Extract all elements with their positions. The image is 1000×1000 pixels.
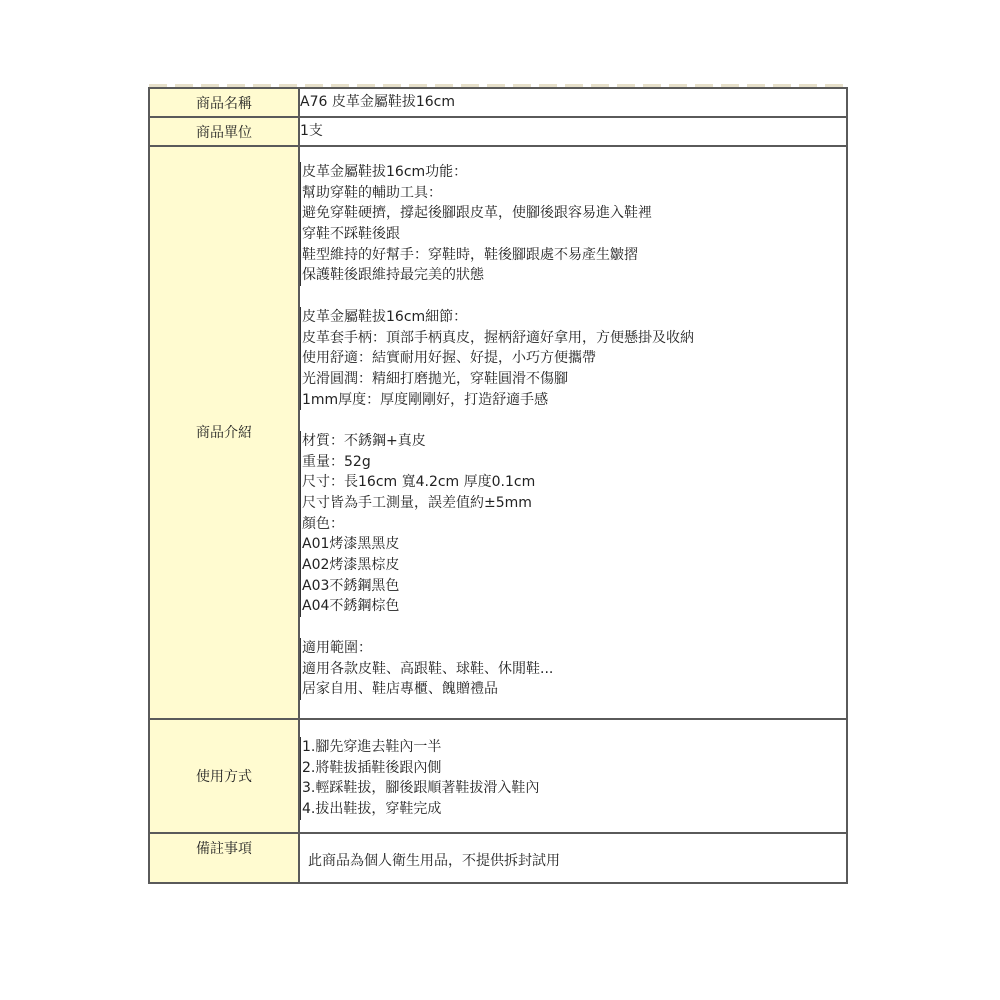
usage-step: 2.將鞋拔插鞋後跟內側: [300, 758, 846, 779]
value-note: 此商品為個人衛生用品，不提供拆封試用: [299, 833, 847, 883]
intro-line: 皮革金屬鞋拔16cm細節：: [300, 307, 846, 328]
label-product-intro: 商品介紹: [149, 146, 299, 719]
intro-line: A04不銹鋼棕色: [300, 596, 846, 617]
row-note: [149, 833, 847, 883]
intro-line: 穿鞋不踩鞋後跟: [300, 224, 846, 245]
intro-line: 保護鞋後跟維持最完美的狀態: [300, 265, 846, 286]
intro-line: 居家自用、鞋店專櫃、餽贈禮品: [300, 679, 846, 700]
usage-step: 1.腳先穿進去鞋內一半: [300, 737, 846, 758]
intro-line: 1mm厚度：厚度剛剛好，打造舒適手感: [300, 390, 846, 411]
label-note: 備註事項: [149, 833, 299, 883]
intro-line: 皮革金屬鞋拔16cm功能：: [300, 162, 846, 183]
value-usage: [299, 719, 847, 833]
product-spec-table: [148, 87, 848, 884]
usage-step: 3.輕踩鞋拔，腳後跟順著鞋拔滑入鞋內: [300, 778, 846, 799]
row-product-intro: [149, 146, 847, 719]
value-product-unit: [299, 117, 847, 146]
row-product-unit: [149, 117, 847, 146]
row-product-name: [149, 88, 847, 117]
label-usage: 使用方式: [149, 719, 299, 833]
label-product-unit: 商品單位: [149, 117, 299, 146]
usage-step: 4.拔出鞋拔，穿鞋完成: [300, 799, 846, 820]
value-product-name: [299, 88, 847, 117]
intro-line: 光滑圓潤：精細打磨拋光，穿鞋圓滑不傷腳: [300, 369, 846, 390]
value-product-intro: [299, 146, 847, 719]
intro-line: 使用舒適：結實耐用好握、好提，小巧方便攜帶: [300, 348, 846, 369]
intro-line: 避免穿鞋硬擠，撐起後腳跟皮革，使腳後跟容易進入鞋裡: [300, 203, 846, 224]
intro-line: A03不銹鋼黑色: [300, 576, 846, 597]
intro-line: A02烤漆黑棕皮: [300, 555, 846, 576]
intro-line: 幫助穿鞋的輔助工具：: [300, 183, 846, 204]
intro-line: 鞋型維持的好幫手：穿鞋時，鞋後腳跟處不易產生皺摺: [300, 245, 846, 266]
intro-line: 皮革套手柄：頂部手柄真皮，握柄舒適好拿用，方便懸掛及收納: [300, 328, 846, 349]
product-name-text: A76 皮革金屬鞋拔16cm: [300, 94, 455, 110]
row-usage: [149, 719, 847, 833]
intro-line: 顏色：: [300, 514, 846, 535]
intro-line: 尺寸皆為手工測量，誤差值約±5mm: [300, 493, 846, 514]
intro-line: 適用範圍：: [300, 638, 846, 659]
intro-line: 適用各款皮鞋、高跟鞋、球鞋、休閒鞋...: [300, 659, 846, 680]
product-unit-text: 1支: [300, 123, 323, 139]
intro-line: 材質：不銹鋼+真皮: [300, 431, 846, 452]
intro-line: 尺寸：長16cm 寬4.2cm 厚度0.1cm: [300, 472, 846, 493]
intro-line: 重量：52g: [300, 452, 846, 473]
label-product-name: 商品名稱: [149, 88, 299, 117]
intro-line: A01烤漆黑黑皮: [300, 534, 846, 555]
